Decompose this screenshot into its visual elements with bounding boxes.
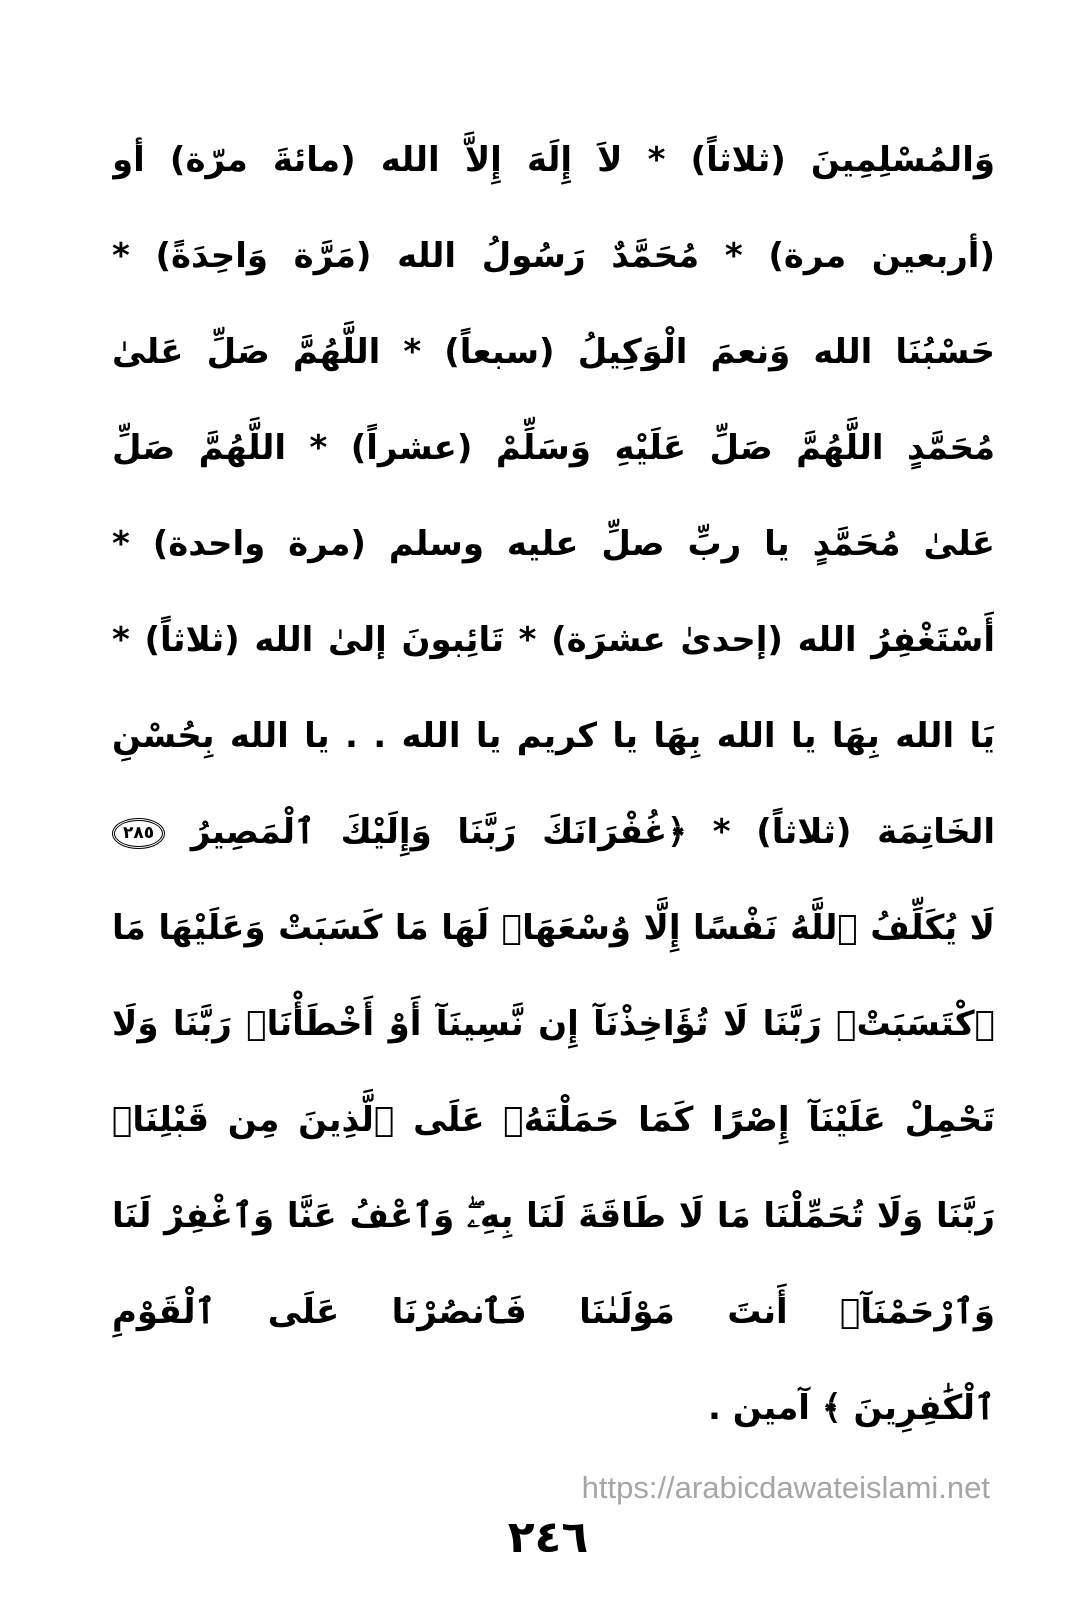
- text-line: رَبَّنَا وَلَا تُحَمِّلْنَا مَا لَا طَاقَةَ لَنَا بِهِۦۖ وَٱعْفُ عَنَّا وَٱغْفِرْ لَنَا: [112, 1196, 995, 1236]
- text-line-content: الخَاتِمَة (ثلاثاً) * ﴿غُفْرَانَكَ رَبَّنَا وَإِلَيْكَ ٱلْمَصِيرُ: [190, 812, 995, 852]
- body-text: [112, 112, 995, 1456]
- text-line: أَسْتَغْفِرُ الله (إحدىٰ عشرَة) * تَائِبونَ إلىٰ الله (ثلاثاً) *: [112, 620, 995, 660]
- text-line: وَٱرْحَمْنَآۚ أَنتَ مَوْلَىٰنَا فَٱنصُرْنَا عَلَى ٱلْقَوْمِ: [112, 1292, 995, 1332]
- text-line: (أربعين مرة) * مُحَمَّدٌ رَسُولُ الله (مَرَّة وَاحِدَةً) *: [112, 236, 995, 276]
- text-line: يَا الله بِهَا يا الله بِهَا يا كريم يا الله . . يا الله بِحُسْنِ: [112, 716, 995, 756]
- text-line: وَالمُسْلِمِينَ (ثلاثاً) * لاَ إِلَهَ إِلاَّ الله (مائةَ مرّة) أو: [112, 140, 995, 180]
- text-line: تَحْمِلْ عَلَيْنَآ إِصْرًا كَمَا حَمَلْتَهُۥ عَلَى ٱلَّذِينَ مِن قَبْلِنَاۚ: [112, 1100, 995, 1140]
- text-line: ٱكْتَسَبَتْۗ رَبَّنَا لَا تُؤَاخِذْنَآ إِن نَّسِينَآ أَوْ أَخْطَأْنَاۚ رَبَّنَا وَلَا: [112, 1004, 995, 1044]
- text-line: [112, 784, 995, 880]
- text-line: لَا يُكَلِّفُ ٱللَّهُ نَفْسًا إِلَّا وُسْعَهَاۚ لَهَا مَا كَسَبَتْ وَعَلَيْهَا مَا: [112, 908, 995, 948]
- text-line: ٱلْكَٰفِرِينَ ﴾ آمين .: [708, 1388, 995, 1428]
- text-line: مُحَمَّدٍ اللَّهُمَّ صَلِّ عَلَيْهِ وَسَلِّمْ (عشراً) * اللَّهُمَّ صَلِّ: [112, 428, 995, 468]
- ayah-number-badge: ٢٨٥: [112, 818, 165, 849]
- text-line: حَسْبُنَا الله وَنعمَ الْوَكِيلُ (سبعاً) * اللَّهُمَّ صَلِّ عَلىٰ: [112, 332, 995, 372]
- text-line: عَلىٰ مُحَمَّدٍ يا ربِّ صلِّ عليه وسلم (مرة واحدة) *: [112, 524, 995, 564]
- page-number: ٢٤٦: [507, 1512, 589, 1563]
- watermark-url: https://arabicdawateislami.net: [581, 1470, 990, 1505]
